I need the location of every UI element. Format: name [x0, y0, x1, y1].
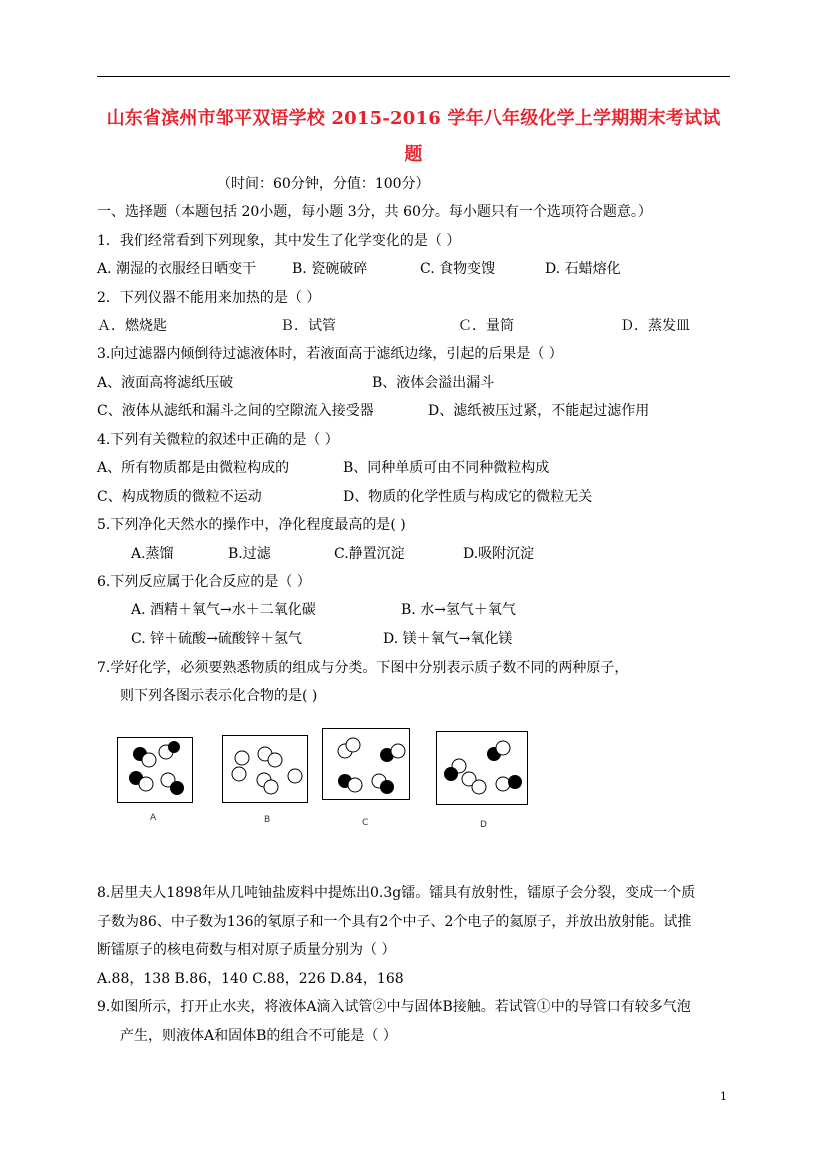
figure-b-atoms: [223, 736, 307, 802]
question-2-option-d: Ｄ．蒸发皿: [620, 318, 690, 334]
question-6-option-d: D. 镁＋氧气→氧化镁: [383, 631, 513, 647]
question-6-stem: 6.下列反应属于化合反应的是（ ）: [97, 574, 311, 590]
page-number: 1: [720, 1090, 727, 1103]
question-1-option-c: C. 食物变馊: [420, 261, 496, 277]
figure-c-label: C: [362, 818, 369, 828]
question-3-option-d: D、滤纸被压过紧，不能起过滤作用: [428, 403, 650, 419]
figure-a-box: [117, 737, 193, 803]
question-9-line1: 9.如图所示，打开止水夹，将液体A滴入试管②中与固体B接触。若试管①中的导管口有较多气泡: [97, 999, 691, 1015]
figure-d-label: D: [480, 820, 487, 830]
question-1-option-d: D. 石蜡熔化: [545, 261, 621, 277]
header-rule: [97, 76, 730, 77]
exam-title-line2: 题: [404, 144, 423, 165]
exam-title-line1: 山东省滨州市邹平双语学校 2015-2016 学年八年级化学上学期期末考试试: [106, 108, 721, 129]
question-7-stem-line2: 则下列各图示表示化合物的是( ): [120, 688, 318, 704]
figure-d-box: [436, 731, 528, 805]
question-1-option-a: A. 潮湿的衣服经日晒变干: [97, 261, 257, 277]
question-5-option-b: B.过滤: [228, 546, 271, 562]
question-4-option-c: C、构成物质的微粒不运动: [97, 489, 262, 505]
figure-c-atoms: [323, 729, 409, 799]
question-5-option-a: A.蒸馏: [131, 546, 174, 562]
question-4-stem: 4.下列有关微粒的叙述中正确的是（ ）: [97, 432, 339, 448]
question-8-line2: 子数为86、中子数为136的氡原子和一个具有2个中子、2个电子的氦原子，并放出放射能。试推: [97, 914, 692, 930]
question-4-option-d: D、物质的化学性质与构成它的微粒无关: [343, 489, 593, 505]
figure-a-atoms: [118, 738, 192, 802]
question-6-option-c: C. 锌＋硫酸→硫酸锌＋氢气: [131, 631, 302, 647]
figure-a-label: A: [150, 813, 157, 823]
question-3-option-a: A、液面高将滤纸压破: [97, 375, 234, 391]
question-5-option-c: C.静置沉淀: [334, 546, 405, 562]
question-8-options: A.88，138 B.86，140 C.88，226 D.84，168: [97, 971, 404, 987]
figure-c-box: [322, 728, 410, 800]
question-8-line1: 8.居里夫人1898年从几吨铀盐废料中提炼出0.3g镭。镭具有放射性，镭原子会分裂，变成一个质: [97, 885, 696, 901]
question-8-line3: 断镭原子的核电荷数与相对原子质量分别为（ ）: [97, 942, 396, 958]
question-4-option-b: B、同种单质可由不同种微粒构成: [343, 460, 550, 476]
figure-b-label: B: [264, 815, 271, 825]
section-heading: 一、选择题（本题包括 20小题，每小题 3分，共 60分。每小题只有一个选项符合题意。）: [97, 204, 652, 220]
question-5-stem: 5.下列净化天然水的操作中，净化程度最高的是( ): [97, 517, 406, 533]
question-4-option-a: A、所有物质都是由微粒构成的: [97, 460, 290, 476]
question-1-stem: 1．我们经常看到下列现象，其中发生了化学变化的是（ ）: [97, 233, 461, 249]
question-2-stem: 2．下列仪器不能用来加热的是（ ）: [97, 290, 321, 306]
question-2-option-c: Ｃ．量筒: [458, 318, 514, 334]
figure-d-atoms: [437, 732, 527, 804]
figure-b-box: [222, 735, 308, 803]
question-2-option-a: Ａ．燃烧匙: [97, 318, 167, 334]
question-9-line2: 产生，则液体A和固体B的组合不可能是（ ）: [120, 1028, 397, 1044]
question-1-option-b: B. 瓷碗破碎: [292, 261, 368, 277]
question-3-option-b: B、液体会溢出漏斗: [372, 375, 495, 391]
question-6-option-a: A. 酒精＋氧气→水＋二氧化碳: [131, 602, 316, 618]
exam-meta: （时间：60分钟，分值：100分）: [217, 176, 430, 192]
question-2-option-b: Ｂ．试管: [280, 318, 336, 334]
question-5-option-d: D.吸附沉淀: [463, 546, 535, 562]
question-7-stem-line1: 7.学好化学，必须要熟悉物质的组成与分类。下图中分别表示质子数不同的两种原子，: [97, 660, 629, 676]
question-3-option-c: C、液体从滤纸和漏斗之间的空隙流入接受器: [97, 403, 374, 419]
question-3-stem: 3.向过滤器内倾倒待过滤液体时，若液面高于滤纸边缘，引起的后果是（ ）: [97, 346, 563, 362]
question-6-option-b: B. 水→氢气＋氧气: [401, 602, 516, 618]
